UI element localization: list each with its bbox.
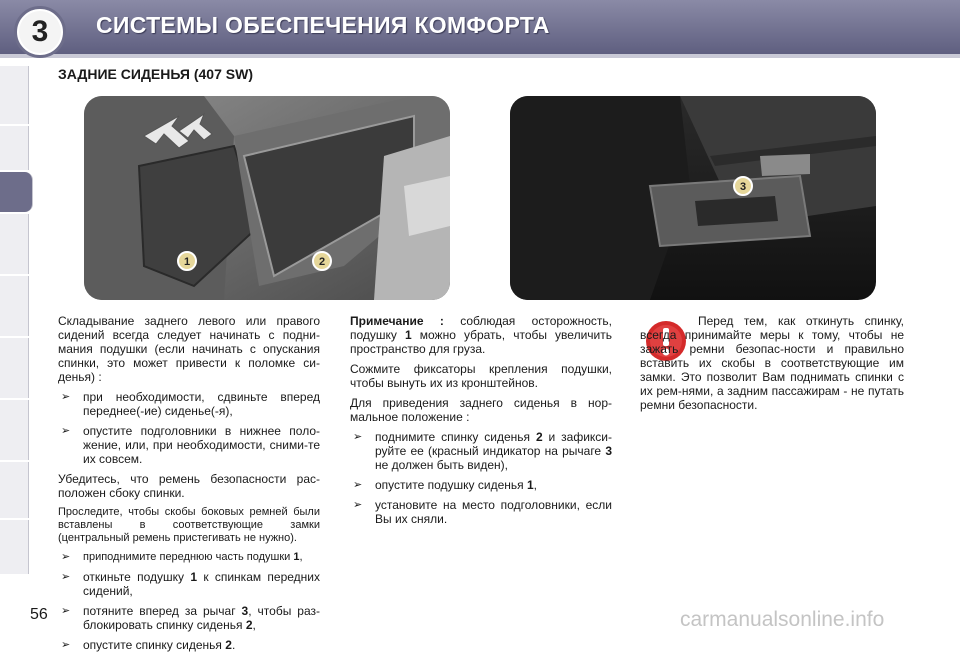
- release-lever-photo: [510, 96, 876, 300]
- step-text: ,: [299, 551, 303, 563]
- list-item-text: при необходимости, сдвиньте вперед переднее(-ие) сиденье(-я),: [83, 390, 320, 418]
- step-text: .: [231, 638, 236, 652]
- header-underline: [0, 54, 960, 58]
- note-label: Примечание :: [350, 314, 444, 328]
- step-text: не должен быть виден),: [375, 458, 509, 472]
- step-text: откиньте подушку: [83, 570, 191, 584]
- bullet-icon: ➢: [353, 431, 363, 443]
- warning-column: [640, 314, 904, 418]
- step-text: приподнимите переднюю часть подушки: [83, 551, 294, 563]
- clips-paragraph: Сожмите фиксаторы крепления подушки, чтобы вынуть их из кронштейнов.: [350, 362, 612, 390]
- chapter-tab-2[interactable]: [0, 126, 29, 170]
- bullet-icon: ➢: [353, 499, 363, 511]
- buckle-note-paragraph: Проследите, чтобы скобы боковых ремней были вставлены в соответствующие замки (центральный ремень пристегивать не нужно).: [58, 506, 320, 544]
- step-item: [350, 430, 612, 472]
- callout-2-label: 2: [318, 256, 326, 268]
- bullet-icon: ➢: [61, 425, 71, 437]
- step-text: поднимите спинку сиденья: [375, 430, 536, 444]
- step-ref-number: 1: [190, 570, 198, 584]
- step-text: к спинкам передних сидений,: [83, 570, 320, 598]
- bullet-icon: ➢: [61, 551, 71, 563]
- callout-1-label: 1: [183, 256, 191, 268]
- step-ref-number: 3: [241, 604, 249, 618]
- chapter-tab-4[interactable]: [0, 214, 29, 274]
- step-ref-number: 2: [245, 618, 253, 632]
- step-text: , чтобы раз-блокировать спинку сиденья: [83, 604, 320, 632]
- page-number: 56: [30, 606, 48, 623]
- chapter-tab-7[interactable]: [0, 400, 29, 460]
- bullet-icon: ➢: [61, 391, 71, 403]
- step-text: опустите спинку сиденья: [83, 638, 226, 652]
- fold-intro-paragraph: Складывание заднего левого или правого сидений всегда следует начинать с подни-мания подушки (если начинать с опускания спинки, это может привести к поломке си-денья) :: [58, 314, 320, 384]
- restore-intro-paragraph: Для приведения заднего сиденья в нор-мальное положение :: [350, 396, 612, 424]
- step-text: и зафикси-руйте ее (красный индикатор на рычаге: [375, 430, 612, 458]
- bullet-icon: ➢: [61, 639, 71, 651]
- step-text: опустите подушку сиденья: [375, 478, 527, 492]
- step-item: [350, 498, 612, 526]
- note-paragraph: [350, 314, 612, 356]
- chapter-tab-3-active[interactable]: [0, 172, 33, 212]
- chapter-number-badge: 3: [14, 6, 66, 58]
- section-title: ЗАДНИЕ СИДЕНЬЯ (407 SW): [58, 66, 253, 82]
- step-text: установите на место подголовники, если Вы их сняли.: [375, 498, 612, 526]
- chapter-title: СИСТЕМЫ ОБЕСПЕЧЕНИЯ КОМФОРТА: [96, 12, 550, 38]
- chapter-tab-1[interactable]: [0, 66, 29, 124]
- bullet-icon: ➢: [353, 479, 363, 491]
- text-column-2: [350, 314, 612, 532]
- warning-text: Перед тем, как откинуть спинку, всегда принимайте меры к тому, чтобы не зажать ремни безопас-ности и правильно вставить их скобы в соответствующие им замки. Это позволит Вам поднимать спинки с их рем-нями, а задним пассажирам - не путать ремни безопасности.: [640, 314, 904, 412]
- chapter-tab-9[interactable]: [0, 520, 29, 574]
- step-text: ,: [533, 478, 537, 492]
- step-item: [350, 478, 612, 492]
- step-ref-number: 2: [535, 430, 543, 444]
- rear-seat-photo: [84, 96, 450, 300]
- note-ref-number: 1: [405, 328, 412, 342]
- step-item: [58, 638, 320, 652]
- step-item: [58, 604, 320, 632]
- step-ref-number: 3: [605, 444, 612, 458]
- list-item: [58, 390, 320, 418]
- list-item: [58, 424, 320, 466]
- callout-2-icon: [313, 252, 331, 270]
- step-text: ,: [252, 618, 256, 632]
- chapter-tab-6[interactable]: [0, 338, 29, 398]
- step-ref-number: 2: [225, 638, 232, 652]
- callout-1-icon: [178, 252, 196, 270]
- chapter-tab-5[interactable]: [0, 276, 29, 336]
- note-text: можно убрать, чтобы увеличить пространство для груза.: [350, 328, 612, 356]
- step-item: [58, 570, 320, 598]
- callout-3-icon: [734, 177, 752, 195]
- step-text: потяните вперед за рычаг: [83, 604, 242, 618]
- callout-3-label: 3: [739, 181, 747, 193]
- chapter-tabs: [0, 66, 30, 576]
- note-text: соблюдая осторожность, подушку: [350, 314, 612, 342]
- step-item: [58, 551, 320, 564]
- watermark: carmanualsonline.info: [680, 608, 885, 631]
- text-column-1: [58, 314, 320, 658]
- list-item-text: опустите подголовники в нижнее поло-жение, или, при необходимости, сними-те их совсем.: [83, 424, 320, 466]
- chapter-tab-8[interactable]: [0, 462, 29, 518]
- step-ref-number: 1: [293, 551, 300, 563]
- belt-paragraph: Убедитесь, что ремень безопасности рас-положен сбоку спинки.: [58, 472, 320, 500]
- bullet-icon: ➢: [61, 605, 71, 617]
- bullet-icon: ➢: [61, 571, 71, 583]
- step-ref-number: 1: [526, 478, 534, 492]
